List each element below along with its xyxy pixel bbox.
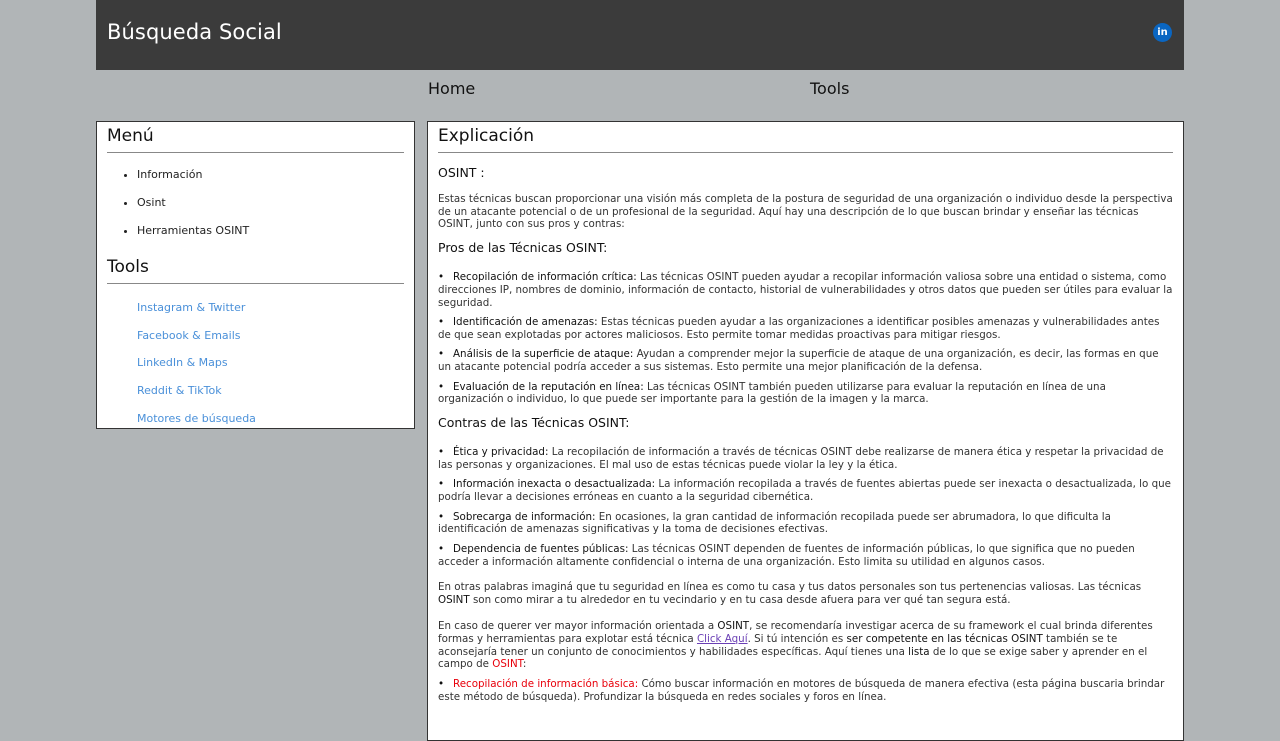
item-term: Dependencia de fuentes públicas: — [453, 542, 629, 555]
main-content — [428, 167, 1183, 704]
text-strong: OSINT — [717, 620, 750, 633]
item-text: Ayudan a comprender mejor la superficie de ataque de una organización, es decir, las formas en que un atacante potencial podría acceder a sus sistemas. Esto permite una mejor planificación de la defensa. — [438, 348, 1159, 374]
item-text: Estas técnicas pueden ayudar a las organizaciones a identificar posibles amenazas y vulnerabilidades antes de que sean explotadas por actores maliciosos. Esto permite tomar medidas proactivas para mitigar riesgos. — [438, 316, 1160, 341]
list-item — [438, 511, 1173, 537]
item-term: Recopilación de información básica: — [453, 678, 639, 691]
tool-item — [137, 377, 414, 405]
menu-item-herramientas[interactable]: • Herramientas OSINT — [137, 217, 414, 245]
osint-label: OSINT : — [438, 165, 485, 180]
list-item — [438, 478, 1173, 504]
text-strong: OSINT — [438, 594, 470, 607]
text-strong: ser competente en las técnicas OSINT — [846, 632, 1043, 645]
text-span: En caso de querer ver mayor información orientada a — [438, 620, 718, 633]
list-item — [438, 446, 1173, 472]
tool-item — [137, 349, 414, 377]
item-text: Las técnicas OSINT también pueden utilizarse para evaluar la reputación en línea de una organización o individuo, lo que puede ser importante para la gestión de la imagen y la marca. — [438, 380, 1106, 406]
nav-tools-link[interactable]: Tools — [810, 79, 850, 98]
list-item — [438, 348, 1173, 374]
pros-list — [438, 271, 1173, 406]
item-term: Evaluación de la reputación en línea: — [453, 380, 644, 393]
tool-link-facebook-emails[interactable]: Facebook & Emails — [137, 328, 241, 342]
tool-link-motores[interactable]: Motores de búsqueda — [137, 411, 256, 425]
item-text: En ocasiones, la gran cantidad de información recopilada puede ser abrumadora, lo que dificulta la identificación de amenazas significativas y la toma de decisiones efectivas. — [438, 510, 1111, 536]
analogy-paragraph — [438, 581, 1173, 607]
list-item — [438, 316, 1173, 342]
item-text: La información recopilada a través de fuentes abiertas puede ser inexacta o desactualizada, lo que podría llevar a decisiones erróneas en cuanto a la seguridad cibernética. — [438, 478, 1171, 504]
cons-list — [438, 446, 1173, 568]
text-span: son como mirar a tu alrededor en tu vecindario y en tu casa desde afuera para ver qué tan segura está. — [469, 594, 1011, 607]
click-aqui-link[interactable]: Click Aquí — [696, 632, 748, 645]
item-text: La recopilación de información a través de técnicas OSINT debe realizarse de manera ética y respetar la privacidad de las personas y organizaciones. El mal uso de estas técnicas puede violar la ley y la ética. — [438, 446, 1164, 471]
tool-item — [137, 322, 414, 350]
text-span: también se te aconsejaría tener un conjunto de conocimientos y habilidades específicas. Aquí tienes una — [438, 632, 1118, 658]
item-term: Ética y privacidad: — [453, 446, 549, 459]
item-term: Sobrecarga de información: — [453, 510, 596, 523]
tool-link-reddit-tiktok[interactable]: Reddit & TikTok — [137, 384, 222, 398]
site-title: Búsqueda Social — [107, 20, 282, 44]
text-span: de lo que se exige saber y aprender en el campo de — [438, 645, 1148, 671]
list-item — [438, 543, 1173, 569]
tool-list — [97, 284, 414, 433]
site-header — [96, 0, 1184, 70]
item-text: Cómo buscar información en motores de búsqueda de manera efectiva (esta página buscaria brindar este método de búsqueda). Profundizar la búsqueda en redes sociales y foros en línea. — [438, 678, 1165, 704]
framework-paragraph — [438, 620, 1173, 671]
cons-title: Contras de las Técnicas OSINT: — [438, 415, 630, 431]
text-strong: lista — [908, 645, 930, 658]
item-term: Información inexacta o desactualizada: — [453, 478, 656, 491]
intro-paragraph: Estas técnicas buscan proporcionar una visión más completa de la postura de seguridad de una organización o individuo desde la perspectiva de un atacante potencial o de un profesional de la seguridad. Aquí hay una descripción de lo que buscan brindar y enseñar las técnicas OSINT, junto con sus pros y contras: — [438, 192, 1173, 231]
tools-title: Tools — [107, 253, 404, 284]
main-title: Explicación — [438, 122, 1173, 153]
item-term: Recopilación de información crítica: — [453, 270, 637, 283]
tool-link-instagram-twitter[interactable]: Instagram & Twitter — [137, 301, 246, 314]
text-red: OSINT — [492, 658, 523, 671]
menu-item-osint[interactable]: • Osint — [137, 189, 414, 217]
tool-item — [137, 405, 414, 433]
tool-item — [137, 294, 414, 322]
text-span: : — [522, 658, 527, 671]
list-item — [438, 678, 1173, 704]
menu-list — [97, 153, 414, 249]
skills-list — [438, 678, 1173, 704]
tool-link-linkedin-maps[interactable]: LinkedIn & Maps — [137, 356, 228, 370]
text-span: , se recomendaría investigar acerca de su framework el cual brinda diferentes formas y herramientas para explotar está técnica — [438, 620, 1153, 645]
linkedin-icon[interactable]: in — [1153, 23, 1172, 42]
item-term: Análisis de la superficie de ataque: — [453, 348, 634, 361]
menu-title: Menú — [107, 122, 404, 153]
item-term: Identificación de amenazas: — [453, 316, 598, 329]
text-span: . Si tú intención es — [747, 632, 847, 645]
main-panel — [427, 121, 1184, 741]
menu-item-informacion[interactable]: • Información — [137, 161, 414, 189]
list-item — [438, 381, 1173, 407]
sidebar — [96, 121, 415, 429]
nav-home-link[interactable]: Home — [428, 79, 476, 98]
item-text: Las técnicas OSINT dependen de fuentes de información públicas, lo que significa que no pueden acceder a información altamente confidencial o interna de una organización. Esto limita su utilidad en algunos casos. — [438, 542, 1135, 568]
pros-title: Pros de las Técnicas OSINT: — [438, 240, 608, 256]
list-item — [438, 271, 1173, 309]
text-span: En otras palabras imaginá que tu seguridad en línea es como tu casa y tus datos personales son tus pertenencias valiosas. Las técnicas — [438, 581, 1142, 594]
item-text: Las técnicas OSINT pueden ayudar a recopilar información valiosa sobre una entidad o sistema, como direcciones IP, nombres de dominio, información de contacto, historial de vulnerabilidades y otros datos que pueden ser útiles para evaluar la seguridad. — [438, 270, 1173, 309]
